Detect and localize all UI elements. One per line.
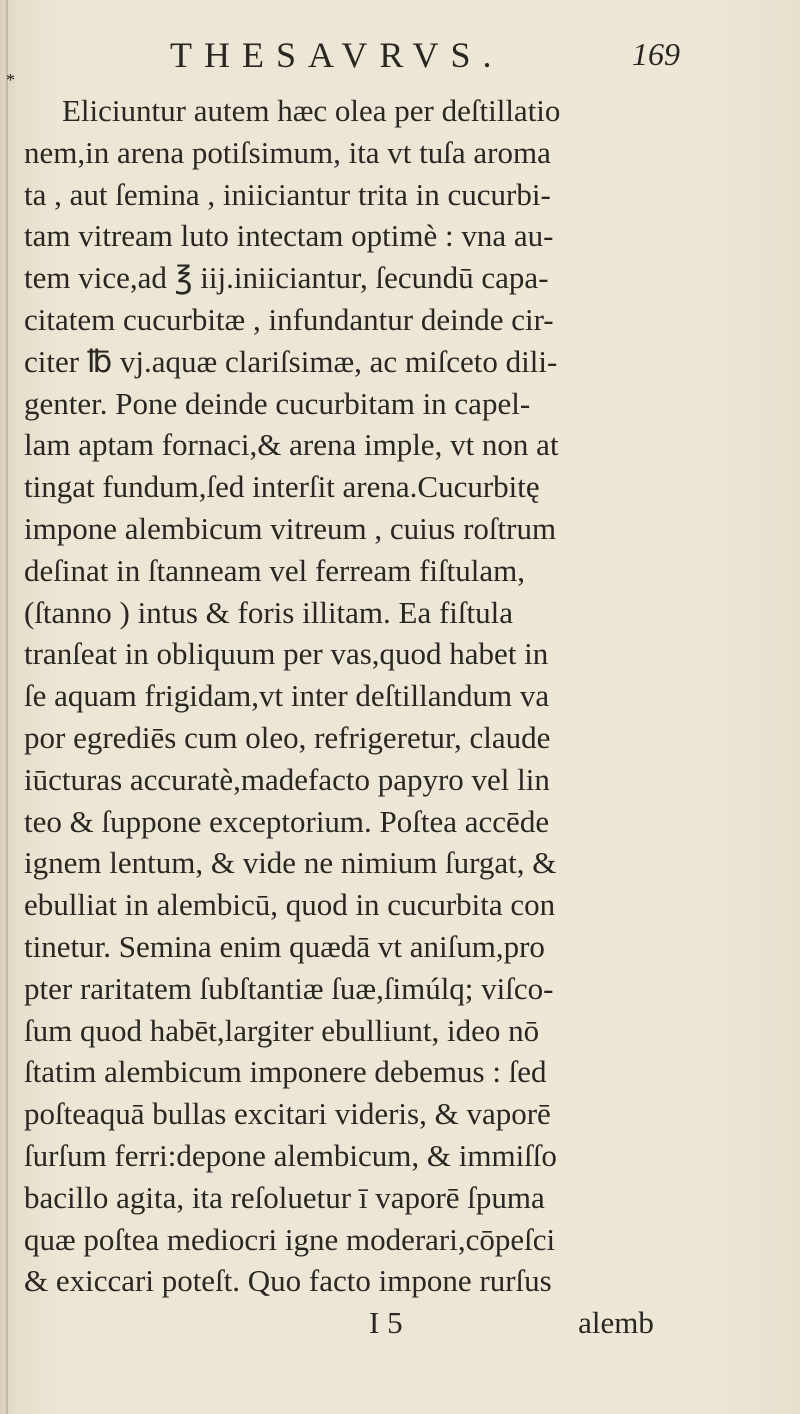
text-line: (ſtanno ) intus & foris illitam. Ea fiſtula <box>24 594 514 630</box>
text-line: bacillo agita, ita reſoluetur ī vaporē ſpuma <box>24 1179 545 1215</box>
catchline <box>24 1302 784 1344</box>
gutter-edge <box>6 0 8 1414</box>
margin-mark: * <box>6 70 15 90</box>
text-line: genter. Pone deinde cucurbitam in capel- <box>24 385 531 421</box>
text-line: tinetur. Semina enim quædā vt aniſum,pro <box>24 928 545 964</box>
text-line: tem vice,ad ℥ iij.iniiciantur, ſecundū capa- <box>24 260 549 296</box>
text-line: quæ poſtea mediocri igne moderari,cōpeſci <box>24 1221 556 1257</box>
text-line: ignem lentum, & vide ne nimium ſurgat, & <box>24 845 557 881</box>
text-line: ebulliat in alembicū, quod in cucurbita con <box>24 887 556 923</box>
body-text <box>24 90 784 1344</box>
text-line: pter raritatem ſubſtantiæ ſuæ,ſimúlq; viſco- <box>24 970 554 1006</box>
text-line: poſteaquā bullas excitari videris, & vaporē <box>24 1096 551 1132</box>
text-line: impone alembicum vitreum , cuius roſtrum <box>24 510 557 546</box>
text-line: ſe aquam frigidam,vt inter deſtillandum va <box>24 678 550 714</box>
text-line: iūcturas accuratè,madefacto papyro vel lin <box>24 761 550 797</box>
signature-mark: I 5 <box>369 1305 403 1341</box>
text-line: tingat fundum,ſed interſit arena.Cucurbitę <box>24 469 540 505</box>
text-line: & exiccari poteſt. Quo facto impone rurſus <box>24 1263 552 1299</box>
page-number: 169 <box>632 36 680 72</box>
text-line: Eliciuntur autem hæc olea per deſtillatio <box>62 93 561 128</box>
running-title: THESAVRVS. <box>170 35 504 75</box>
text-line: citer ℔ vj.aquæ clariſsimæ, ac miſceto dili- <box>24 343 558 379</box>
text-line: nem,in arena potiſsimum, ita vt tuſa aroma <box>24 134 551 170</box>
text-line: ſurſum ferri:depone alembicum, & immiſſo <box>24 1137 557 1173</box>
catchword: alemb <box>578 1305 654 1341</box>
text-line: deſinat in ſtanneam vel ferream fiſtulam, <box>24 552 525 588</box>
text-line: ſum quod habēt,largiter ebulliunt, ideo nō <box>24 1012 540 1048</box>
text-line: ſtatim alembicum imponere debemus : ſed <box>24 1054 547 1090</box>
text-line: citatem cucurbitæ , infundantur deinde cir- <box>24 301 554 337</box>
text-line: por egrediēs cum oleo, refrigeretur, claude <box>24 719 551 755</box>
text-line: lam aptam fornaci,& arena imple, vt non at <box>24 427 559 463</box>
text-line: ta , aut ſemina , iniiciantur trita in cucurbi- <box>24 176 551 212</box>
text-line: tam vitream luto intectam optimè : vna au- <box>24 218 554 254</box>
text-line: teo & ſuppone exceptorium. Poſtea accēde <box>24 803 550 839</box>
page-header <box>0 34 800 84</box>
text-line: tranſeat in obliquum per vas,quod habet in <box>24 636 549 672</box>
